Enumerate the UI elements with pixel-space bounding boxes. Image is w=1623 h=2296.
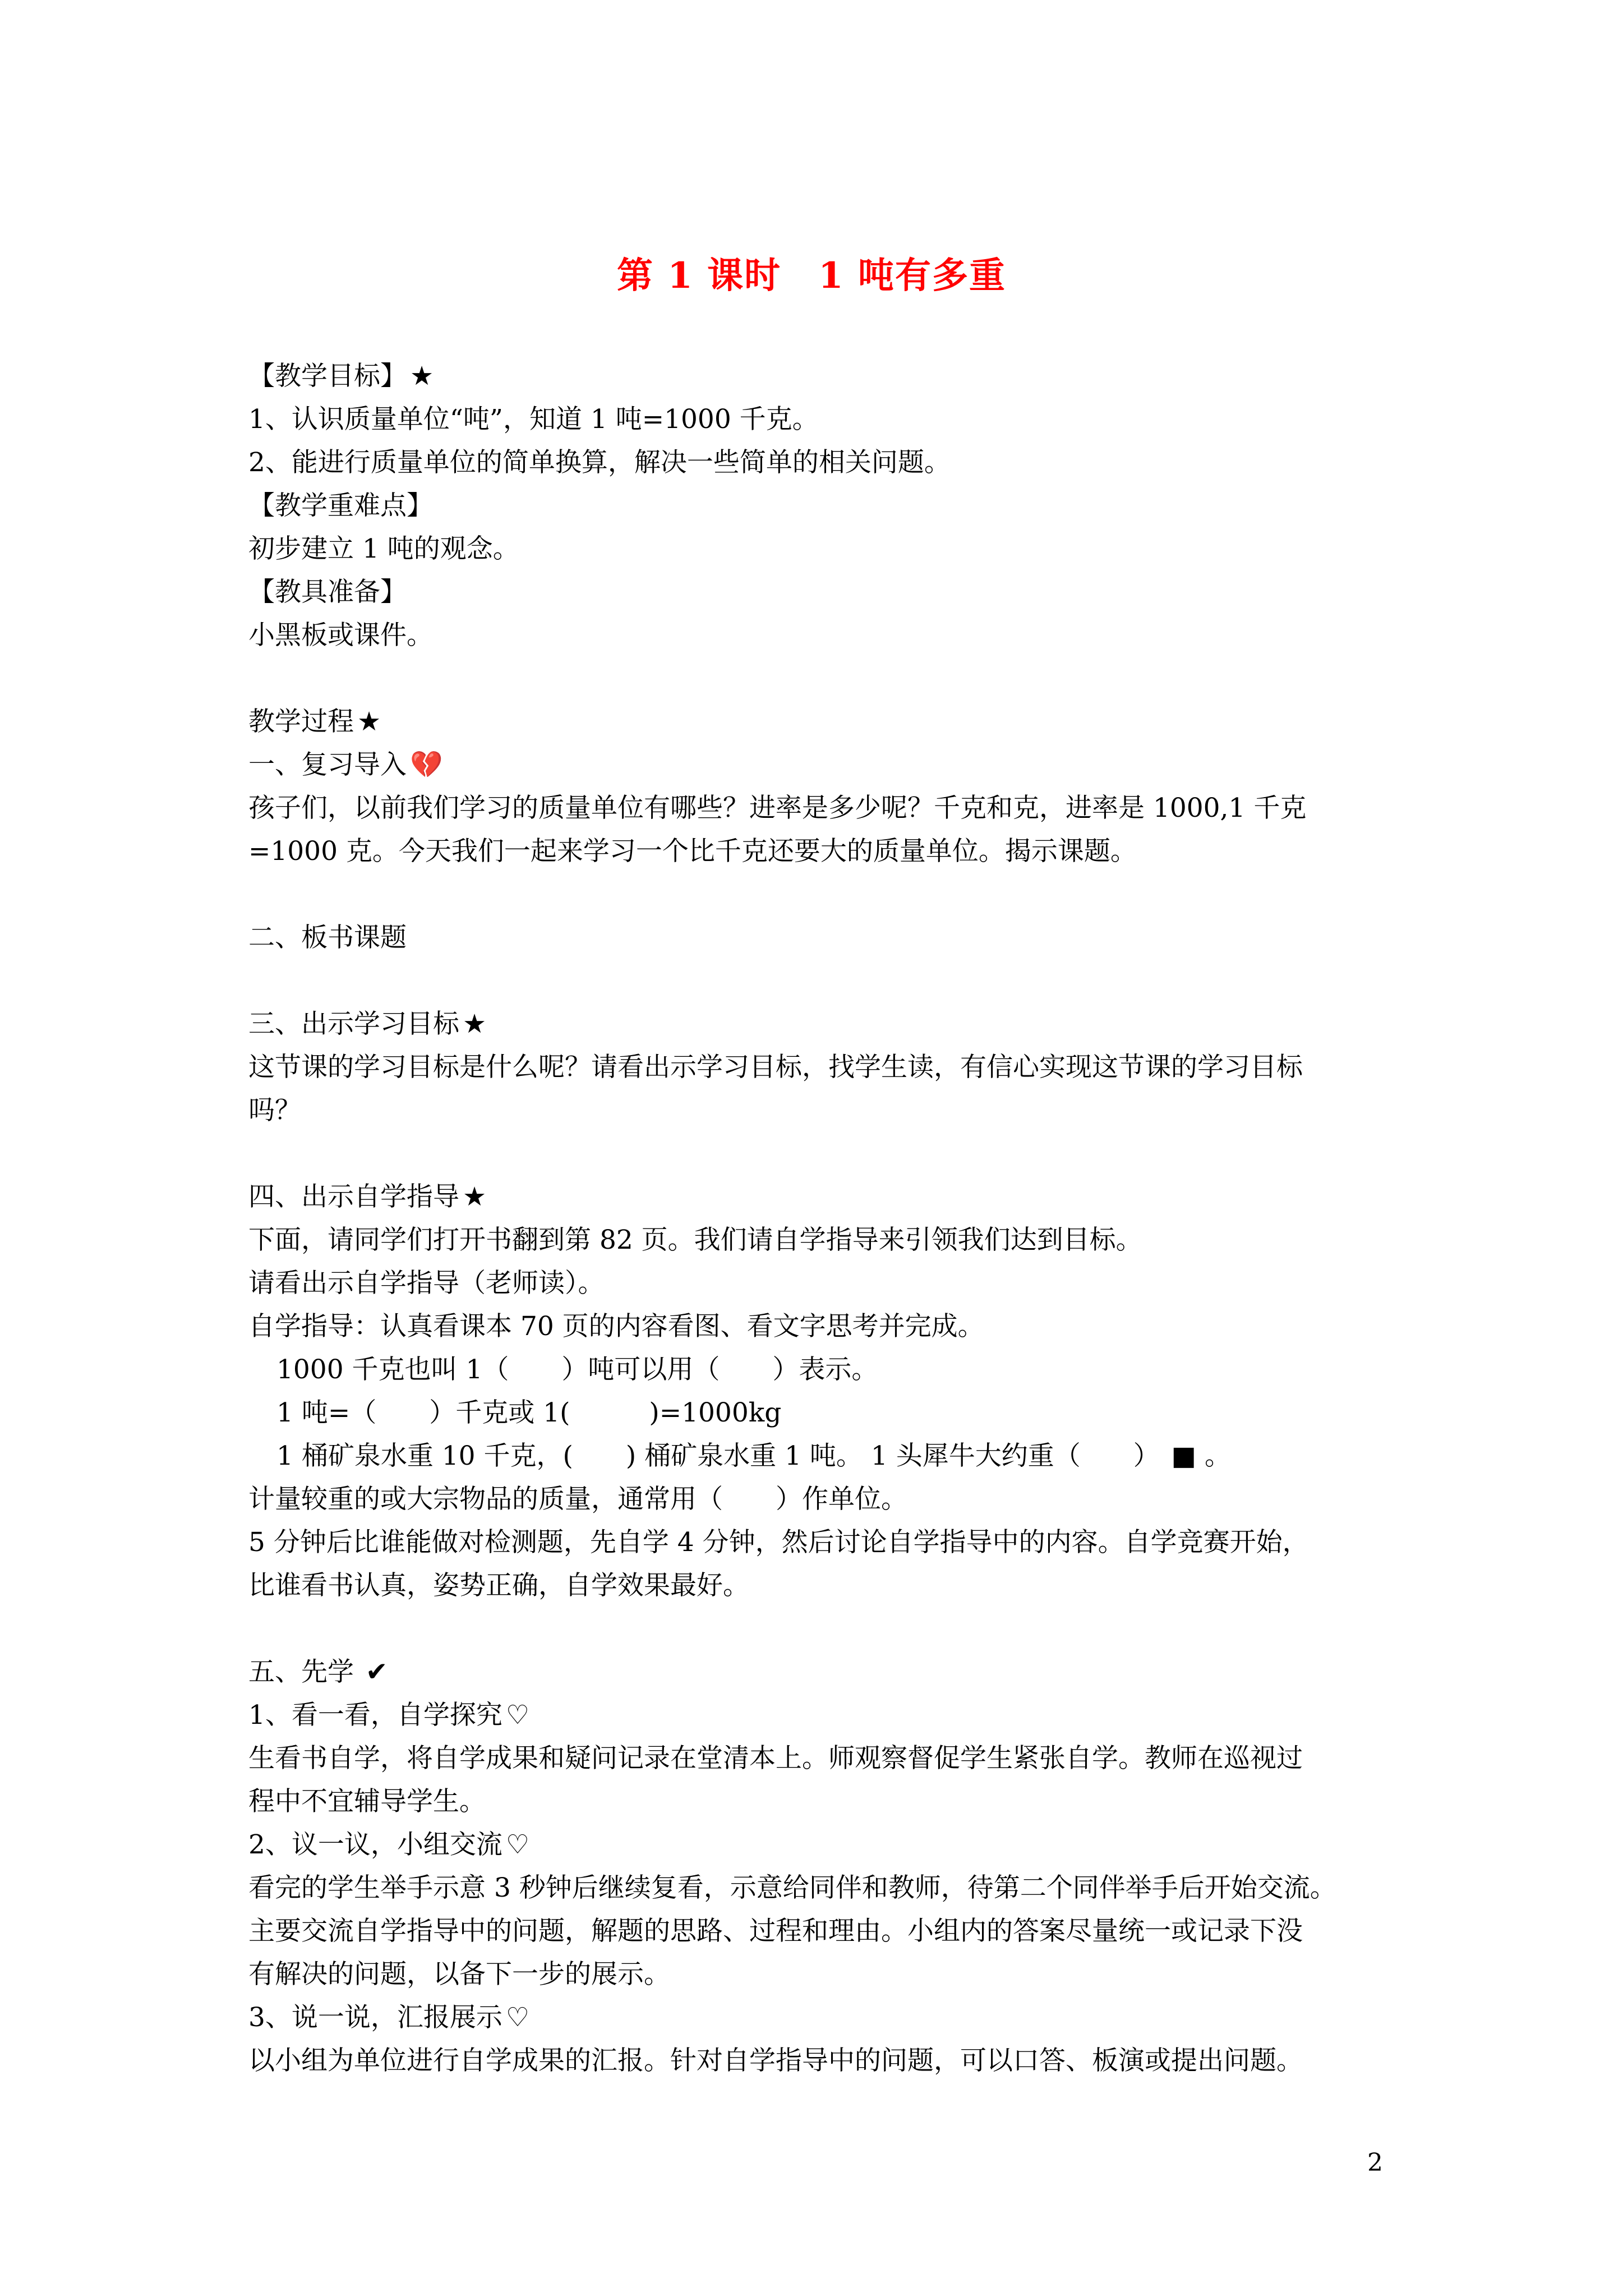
fill-blank-1: 1000 千克也叫 1（ ）吨可以用（ ）表示。	[276, 1354, 878, 1385]
step-4-text-2: 请看出示自学指导（老师读）。	[248, 1268, 605, 1299]
star-icon: ★	[357, 706, 381, 737]
step-5-sub-2-heading: 2、议一议，小组交流 ♡	[248, 1823, 1387, 1866]
fill-blank-4: 计量较重的或大宗物品的质量，通常用（ ）作单位。	[248, 1484, 907, 1515]
section-key-points-heading: 【教学重难点】	[248, 490, 433, 521]
spacer	[248, 1132, 1387, 1175]
page-number: 2	[1367, 2148, 1383, 2177]
step-1-text-line-2: =1000 克。今天我们一起来学习一个比千克还要大的质量单位。揭示课题。	[248, 836, 1137, 867]
spacer	[248, 1607, 1387, 1650]
step-5-sub-2-text-line-3: 有解决的问题，以备下一步的展示。	[248, 1959, 670, 1990]
heart-outline-icon: ♡	[505, 2002, 530, 2033]
goal-item-2: 2、能进行质量单位的简单换算，解决一些简单的相关问题。	[248, 447, 951, 478]
lesson-body	[248, 355, 1387, 2082]
step-1-text-line-1: 孩子们，以前我们学习的质量单位有哪些？进率是多少呢？千克和克，进率是 1000,1 千克	[248, 793, 1307, 823]
spacer	[248, 657, 1387, 700]
step-1-heading: 一、复习导入 💔	[248, 743, 1387, 786]
step-3-heading: 三、出示学习目标 ★	[248, 1002, 1387, 1046]
section-process-heading: 教学过程 ★	[248, 700, 1387, 743]
step-5-sub-2-text-line-2: 主要交流自学指导中的问题，解题的思路、过程和理由。小组内的答案尽量统一或记录下没	[248, 1916, 1303, 1947]
goal-item-1: 1、认识质量单位“吨”，知道 1 吨=1000 千克。	[248, 404, 819, 435]
step-2-heading: 二、板书课题	[248, 922, 407, 953]
broken-heart-icon: 💔	[410, 749, 443, 780]
self-study-guide: 自学指导：认真看课本 70 页的内容看图、看文字思考并完成。	[248, 1311, 984, 1342]
step-5-sub-3-heading: 3、说一说，汇报展示 ♡	[248, 1996, 1387, 2039]
section-materials-heading: 【教具准备】	[248, 577, 407, 608]
step-3-text-line-2: 吗？	[248, 1095, 301, 1126]
step-5-sub-1-text-line-1: 生看书自学，将自学成果和疑问记录在堂清本上。师观察督促学生紧张自学。教师在巡视过	[248, 1743, 1303, 1774]
step-5-sub-1-text-line-2: 程中不宜辅导学生。	[248, 1786, 486, 1817]
step-5-heading: 五、先学 ✔	[248, 1650, 1387, 1694]
star-icon: ★	[410, 361, 434, 392]
step-5-sub-3-text: 以小组为单位进行自学成果的汇报。针对自学指导中的问题，可以口答、板演或提出问题。	[248, 2045, 1303, 2076]
fill-blank-2: 1 吨=（ ）千克或 1( )=1000kg	[276, 1397, 782, 1428]
heart-outline-icon: ♡	[505, 1829, 530, 1860]
square-icon: ■	[1171, 1441, 1197, 1471]
step-4-text-1: 下面，请同学们打开书翻到第 82 页。我们请自学指导来引领我们达到目标。	[248, 1225, 1142, 1255]
key-points-text: 初步建立 1 吨的观念。	[248, 533, 519, 564]
step-5-sub-1-heading: 1、看一看，自学探究 ♡	[248, 1694, 1387, 1737]
step-4-text-3-line-2: 比谁看书认真，姿势正确，自学效果最好。	[248, 1570, 749, 1601]
materials-text: 小黑板或课件。	[248, 620, 433, 651]
check-icon: ✔	[365, 1657, 388, 1687]
fill-blank-3: 1 桶矿泉水重 10 千克，( ) 桶矿泉水重 1 吨。 1 头犀牛大约重（ ） ■ 。	[248, 1434, 1387, 1478]
lesson-title: 第 1 课时 1 吨有多重	[617, 255, 1006, 297]
star-icon: ★	[463, 1181, 487, 1212]
step-3-text-line-1: 这节课的学习目标是什么呢？请看出示学习目标，找学生读，有信心实现这节课的学习目标	[248, 1052, 1303, 1083]
spacer	[248, 873, 1387, 916]
step-4-heading: 四、出示自学指导 ★	[248, 1175, 1387, 1218]
heart-outline-icon: ♡	[505, 1700, 530, 1731]
step-4-text-3-line-1: 5 分钟后比谁能做对检测题，先自学 4 分钟，然后讨论自学指导中的内容。自学竞赛开始，	[248, 1527, 1309, 1558]
section-teaching-goals-heading: 【教学目标】 ★	[248, 355, 1387, 398]
star-icon: ★	[463, 1009, 487, 1039]
spacer	[248, 959, 1387, 1002]
step-5-sub-2-text-line-1: 看完的学生举手示意 3 秒钟后继续复看，示意给同伴和教师，待第二个同伴举手后开始交流。	[248, 1872, 1336, 1903]
